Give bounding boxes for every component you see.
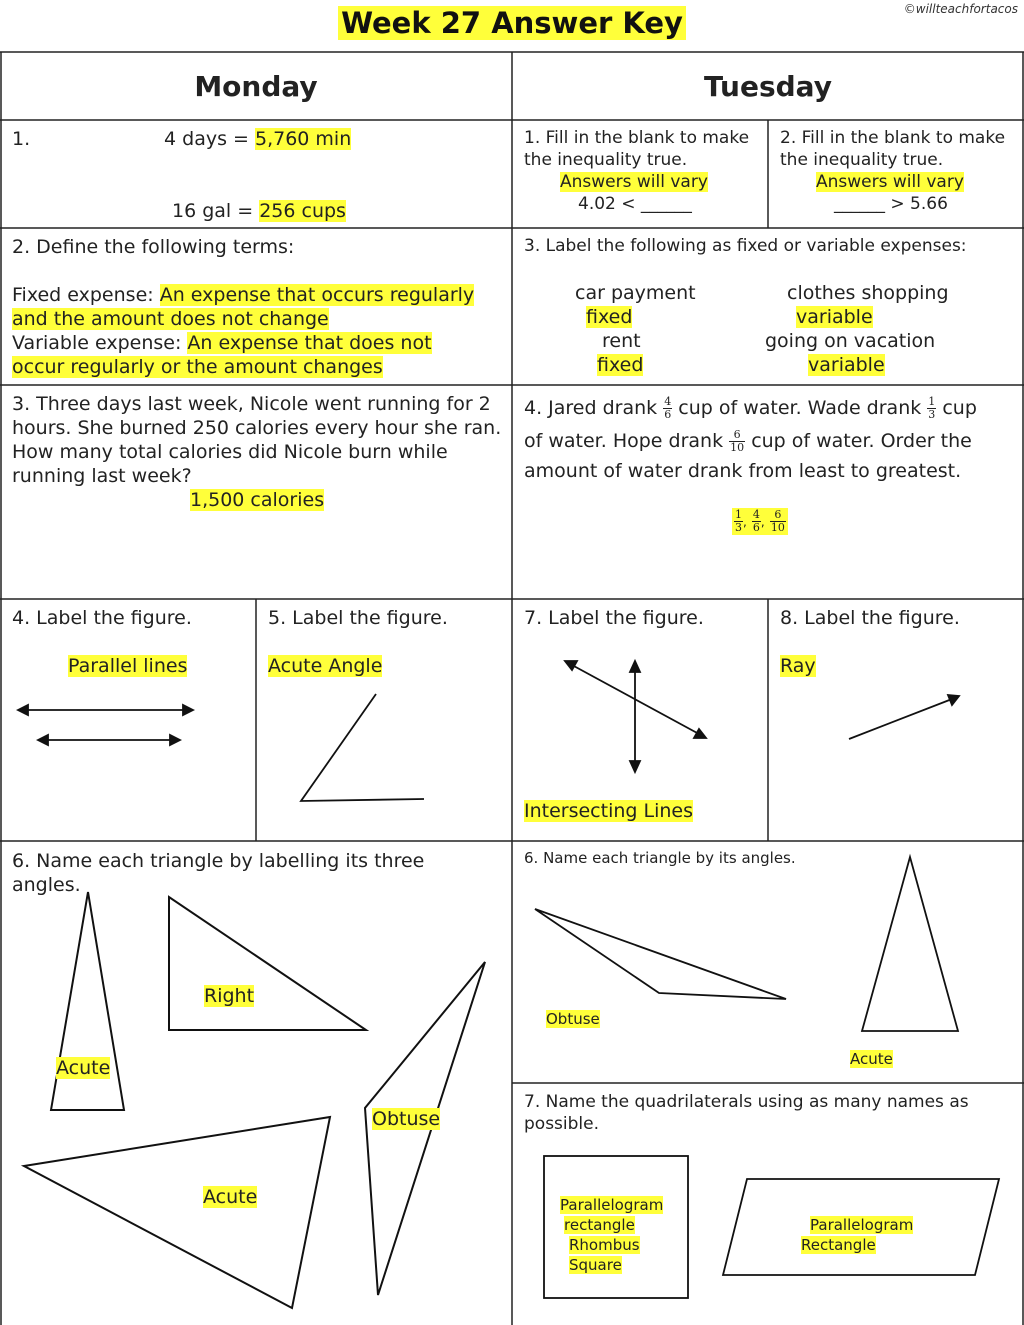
m-q5-prompt: 5. Label the figure. bbox=[268, 607, 448, 629]
label-obtuse: Obtuse bbox=[372, 1108, 441, 1130]
t-q3-prompt: 3. Label the following as fixed or variable expenses: bbox=[524, 236, 967, 256]
label-acute-tall: Acute bbox=[56, 1057, 111, 1079]
m-q2-definitions: Fixed expense: An expense that occurs regularly and the amount does not change Variable expense: An expense that does not occur regularly or the amount changes bbox=[12, 284, 475, 378]
t-q8-prompt: 8. Label the figure. bbox=[780, 607, 960, 629]
acute-triangle-right bbox=[862, 857, 958, 1031]
t-q8-answer: Ray bbox=[780, 655, 816, 677]
monday-header: Monday bbox=[194, 70, 318, 103]
m-q3-prompt: 3. Three days last week, Nicole went running for 2 hours. She burned 250 calories every hour she ran. How many total calories did Nicole burn while running last week? bbox=[12, 393, 502, 487]
t-q3-item-vacation: going on vacation bbox=[765, 330, 936, 352]
parallel-lines-figure bbox=[18, 705, 193, 745]
label-right: Right bbox=[204, 985, 255, 1007]
m-q1-num: 1. bbox=[12, 128, 31, 150]
t-q3-item-clothes: clothes shopping bbox=[787, 282, 949, 304]
t-q3-ans-vacation: variable bbox=[808, 354, 885, 376]
m-q4-prompt: 4. Label the figure. bbox=[12, 607, 192, 629]
m-q4-answer: Parallel lines bbox=[68, 655, 188, 677]
frac-hope: $\frac{6}{10}$ bbox=[730, 428, 745, 454]
t-q3-ans-rent: fixed bbox=[597, 354, 644, 376]
page-title: Week 27 Answer Key bbox=[0, 6, 1024, 40]
m-q6-prompt: 6. Name each triangle by labelling its three angles. bbox=[12, 850, 425, 896]
frac-wade: $\frac{1}{3}$ bbox=[928, 395, 936, 421]
credit: ©willteachfortacos bbox=[903, 2, 1018, 16]
acute-triangle-large bbox=[24, 1117, 330, 1308]
m-q5-answer: Acute Angle bbox=[268, 655, 383, 677]
t-q6-label-obtuse: Obtuse bbox=[546, 1010, 600, 1028]
m-q1-answer1: 5,760 min bbox=[254, 128, 352, 150]
t-q6-label-acute: Acute bbox=[850, 1050, 893, 1068]
t-q3-ans-car: fixed bbox=[586, 306, 633, 328]
label-acute-large: Acute bbox=[203, 1186, 258, 1208]
t-q6-prompt: 6. Name each triangle by its angles. bbox=[524, 849, 796, 867]
intersecting-lines-figure bbox=[565, 661, 706, 772]
obtuse-triangle-right bbox=[535, 909, 786, 999]
m-q1-answer2: 256 cups bbox=[259, 200, 346, 222]
m-q2-prompt: 2. Define the following terms: bbox=[12, 236, 295, 258]
t-q7-prompt: 7. Label the figure. bbox=[524, 607, 704, 629]
acute-angle-figure bbox=[301, 694, 424, 801]
t-q3-ans-clothes: variable bbox=[796, 306, 873, 328]
t-q3-item-car: car payment bbox=[575, 282, 696, 304]
m-q3-answer: 1,500 calories bbox=[190, 489, 325, 511]
square-names: Parallelogram rectangle Rhombus Square bbox=[560, 1196, 664, 1274]
t-q2: 2. Fill in the blank to make the inequality true. Answers will vary ______ > 5.66 bbox=[780, 128, 1006, 214]
t-q7b-prompt: 7. Name the quadrilaterals using as many names as possible. bbox=[524, 1092, 969, 1134]
ray-figure bbox=[849, 695, 959, 739]
right-triangle bbox=[169, 897, 366, 1030]
t-q3-item-rent: rent bbox=[602, 330, 641, 352]
t-q4-prompt: 4. Jared drank $\frac{4}{6}$ cup of water. Wade drank $\frac{1}{3}$ cup of water. Hope drank $\frac{6}{10}$ cup of water. Order the amount of water drank from least to greatest. bbox=[524, 395, 977, 482]
t-q4-answer: $\frac{1}{3}$ , $\frac{4}{6}$ , $\frac{6}{10}$ bbox=[732, 508, 788, 535]
m-q1-line1: 4 days = 5,760 min bbox=[164, 128, 352, 150]
frac-jared: $\frac{4}{6}$ bbox=[664, 395, 672, 421]
tuesday-header: Tuesday bbox=[704, 70, 832, 103]
t-q1: 1. Fill in the blank to make the inequality true. Answers will vary 4.02 < ______ bbox=[524, 128, 750, 214]
t-q7-answer: Intersecting Lines bbox=[524, 800, 693, 822]
m-q1-line2: 16 gal = 256 cups bbox=[172, 200, 346, 222]
parallelogram-names: Parallelogram Rectangle bbox=[801, 1216, 914, 1254]
